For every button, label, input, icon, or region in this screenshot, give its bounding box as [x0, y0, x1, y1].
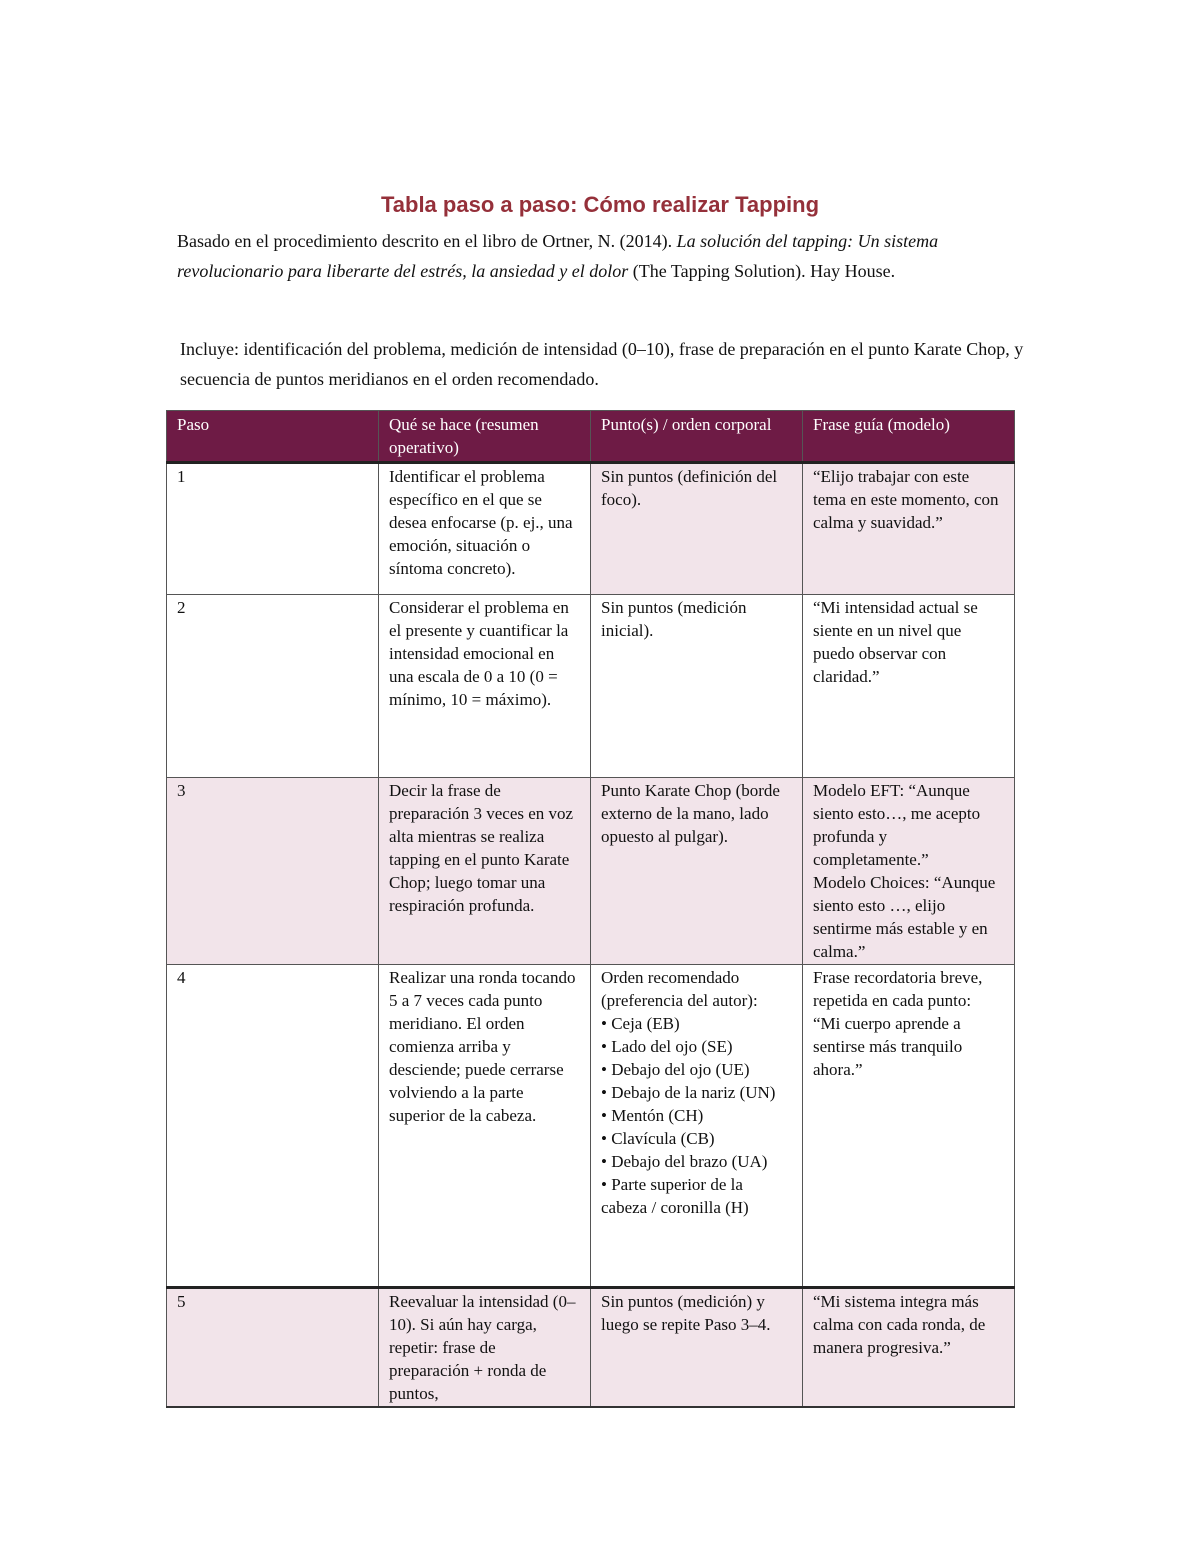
cell-punto: Sin puntos (medición inicial). — [591, 595, 803, 778]
header-punto: Punto(s) / orden corporal — [591, 411, 803, 463]
cell-que: Decir la frase de preparación 3 veces en voz alta mientras se realiza tapping en el punto Karate Chop; luego tomar una respiración profunda. — [379, 778, 591, 965]
cell-frase: “Mi sistema integra más calma con cada ronda, de manera progresiva.” — [803, 1288, 1015, 1408]
list-item: • Parte superior de la cabeza / coronilla (H) — [601, 1173, 792, 1219]
book-title: La solución del tapping: Un sistema revolucionario para liberarte del estrés, la ansiedad y el dolor — [177, 231, 939, 281]
meridian-points-list — [601, 1012, 792, 1219]
cell-frase: “Elijo trabajar con este tema en este momento, con calma y suavidad.” — [803, 463, 1015, 595]
cell-que: Reevaluar la intensidad (0–10). Si aún hay carga, repetir: frase de preparación + ronda de puntos, — [379, 1288, 591, 1408]
table-row — [167, 965, 1015, 1288]
cell-punto: Sin puntos (definición del foco). — [591, 463, 803, 595]
list-item: • Debajo del brazo (UA) — [601, 1150, 792, 1173]
table-row — [167, 595, 1015, 778]
cell-que: Identificar el problema específico en el que se desea enfocarse (p. ej., una emoción, situación o síntoma concreto). — [379, 463, 591, 595]
list-item: • Ceja (EB) — [601, 1012, 792, 1035]
intro-suffix: (The Tapping Solution). Hay House. — [628, 261, 896, 281]
cell-punto: Punto Karate Chop (borde externo de la mano, lado opuesto al pulgar). — [591, 778, 803, 965]
steps-table — [166, 410, 1015, 1408]
punto-intro: Orden recomendado (preferencia del autor): — [601, 968, 758, 1010]
cell-frase: Frase recordatoria breve, repetida en cada punto: “Mi cuerpo aprende a sentirse más tranquilo ahora.” — [803, 965, 1015, 1288]
includes-paragraph: Incluye: identificación del problema, medición de intensidad (0–10), frase de preparación en el punto Karate Chop, y secuencia de puntos meridianos en el orden recomendado. — [180, 339, 1024, 389]
cell-paso: 5 — [167, 1288, 379, 1408]
cell-punto — [591, 965, 803, 1288]
table-row — [167, 1288, 1015, 1408]
cell-que: Realizar una ronda tocando 5 a 7 veces cada punto meridiano. El orden comienza arriba y desciende; puede cerrarse volviendo a la parte superior de la cabeza. — [379, 965, 591, 1288]
list-item: • Mentón (CH) — [601, 1104, 792, 1127]
header-frase: Frase guía (modelo) — [803, 411, 1015, 463]
list-item: • Debajo del ojo (UE) — [601, 1058, 792, 1081]
page-title: Tabla paso a paso: Cómo realizar Tapping — [380, 192, 820, 217]
table-header-row — [167, 411, 1015, 463]
intro-paragraph — [177, 226, 1037, 286]
list-item: • Debajo de la nariz (UN) — [601, 1081, 792, 1104]
table-row — [167, 463, 1015, 595]
header-que: Qué se hace (resumen operativo) — [379, 411, 591, 463]
table-row — [167, 778, 1015, 965]
cell-frase: Modelo EFT: “Aunque siento esto…, me acepto profunda y completamente.” Modelo Choices: “Aunque siento esto …, elijo sentirme más estable y en calma.” — [803, 778, 1015, 965]
cell-paso: 1 — [167, 463, 379, 595]
intro-prefix: Basado en el procedimiento descrito en el libro de Ortner, N. (2014). — [177, 231, 677, 251]
list-item: • Lado del ojo (SE) — [601, 1035, 792, 1058]
cell-paso: 2 — [167, 595, 379, 778]
cell-frase: “Mi intensidad actual se siente en un nivel que puedo observar con claridad.” — [803, 595, 1015, 778]
cell-que: Considerar el problema en el presente y cuantificar la intensidad emocional en una escala de 0 a 10 (0 = mínimo, 10 = máximo). — [379, 595, 591, 778]
header-paso: Paso — [167, 411, 379, 463]
list-item: • Clavícula (CB) — [601, 1127, 792, 1150]
cell-paso: 4 — [167, 965, 379, 1288]
cell-paso: 3 — [167, 778, 379, 965]
cell-punto: Sin puntos (medición) y luego se repite Paso 3–4. — [591, 1288, 803, 1408]
